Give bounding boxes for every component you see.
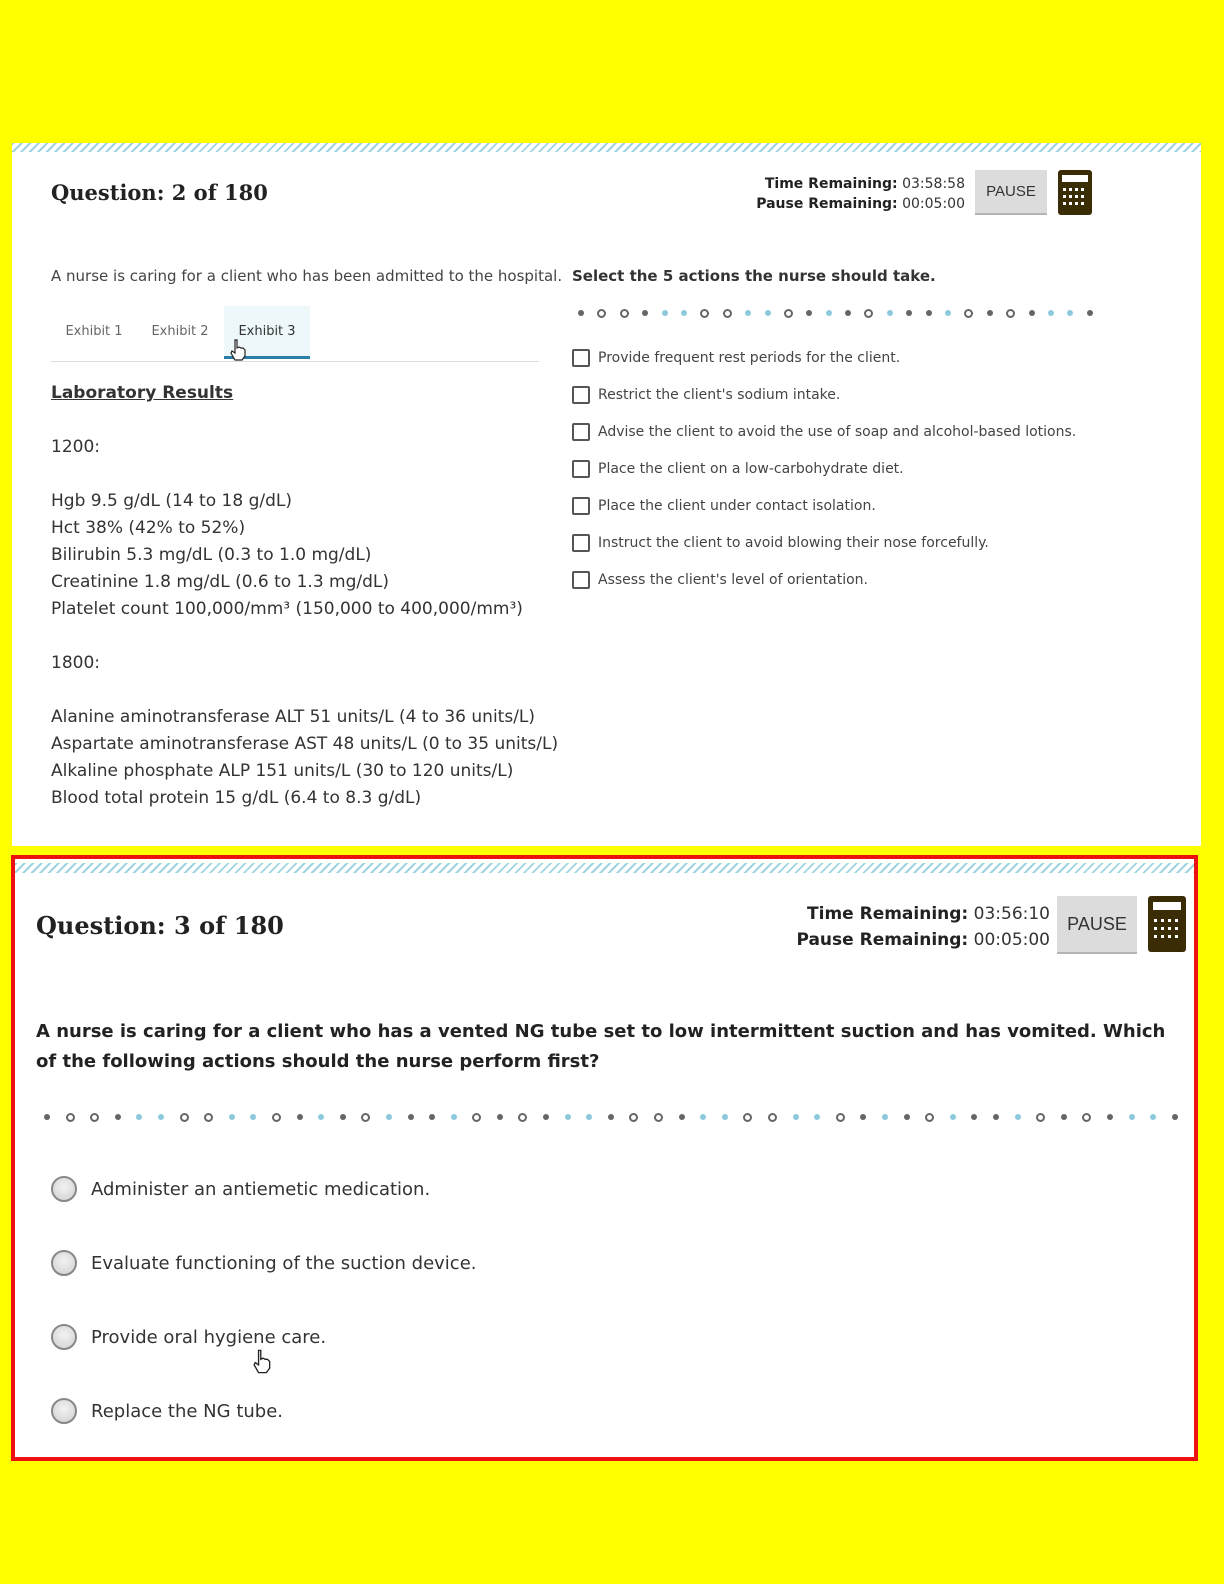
- instruction-text: Select the 5 actions the nurse should take.: [572, 267, 936, 285]
- divider-dot: [700, 309, 709, 318]
- divider-dot: [565, 1114, 571, 1120]
- lab-time-1200: 1200:: [51, 437, 100, 457]
- divider-dot: [793, 1114, 799, 1120]
- divider-dot: [204, 1113, 213, 1122]
- divider-dot: [679, 1114, 685, 1120]
- divider-dot: [964, 309, 973, 318]
- radio-button[interactable]: [51, 1176, 77, 1202]
- divider-dot: [950, 1114, 956, 1120]
- option-label: Instruct the client to avoid blowing their nose forcefully.: [598, 535, 989, 551]
- checkbox[interactable]: [572, 386, 590, 404]
- divider-dot: [361, 1113, 370, 1122]
- radio-button[interactable]: [51, 1250, 77, 1276]
- radio-button[interactable]: [51, 1324, 77, 1350]
- divider-dot: [250, 1114, 256, 1120]
- lab-bilirubin: Bilirubin 5.3 mg/dL (0.3 to 1.0 mg/dL): [51, 545, 372, 565]
- checkbox[interactable]: [572, 423, 590, 441]
- time-remaining-label: Time Remaining:: [764, 176, 898, 192]
- checkbox[interactable]: [572, 497, 590, 515]
- lab-alt: Alanine aminotransferase ALT 51 units/L (4 to 36 units/L): [51, 707, 536, 727]
- option-label: Evaluate functioning of the suction device.: [91, 1252, 477, 1274]
- divider-dot: [66, 1113, 75, 1122]
- divider-dot: [925, 1113, 934, 1122]
- pause-remaining-value: 00:05:00: [902, 196, 965, 212]
- tab-exhibit-3[interactable]: Exhibit 3: [224, 306, 310, 359]
- divider-dot: [814, 1114, 820, 1120]
- question-stem: A nurse is caring for a client who has a vented NG tube set to low intermittent suction and has vomited. Which of the following actions should the nurse perform first?: [36, 1021, 1166, 1072]
- lab-time-1800: 1800:: [51, 653, 100, 673]
- laboratory-results-heading: Laboratory Results: [51, 383, 234, 403]
- divider-dot: [1048, 310, 1054, 316]
- divider-dot: [945, 310, 951, 316]
- checkbox[interactable]: [572, 571, 590, 589]
- divider-dot: [229, 1114, 235, 1120]
- divider-dot: [1150, 1114, 1156, 1120]
- calculator-icon[interactable]: [1148, 896, 1186, 952]
- divider-dot: [987, 310, 993, 316]
- calculator-icon[interactable]: [1058, 170, 1092, 215]
- dotted-divider: [44, 1113, 1178, 1121]
- exhibit-tabs: [51, 306, 539, 362]
- divider-dot: [1082, 1113, 1091, 1122]
- divider-dot: [1036, 1113, 1045, 1122]
- option-label: Provide frequent rest periods for the client.: [598, 350, 901, 366]
- divider-dot: [1067, 310, 1073, 316]
- divider-dot: [578, 310, 584, 316]
- divider-dot: [297, 1114, 303, 1120]
- divider-dot: [826, 310, 832, 316]
- lab-hgb: Hgb 9.5 g/dL (14 to 18 g/dL): [51, 491, 292, 511]
- divider-dot: [180, 1113, 189, 1122]
- divider-dot: [451, 1114, 457, 1120]
- divider-dot: [904, 1114, 910, 1120]
- divider-dot: [1087, 310, 1093, 316]
- option-label: Advise the client to avoid the use of soap and alcohol-based lotions.: [598, 424, 1077, 440]
- option-label: Replace the NG tube.: [91, 1400, 284, 1422]
- option-4[interactable]: [51, 1395, 283, 1427]
- decorative-stripe: [15, 863, 1194, 873]
- hand-cursor-icon: [253, 1349, 273, 1374]
- divider-dot: [768, 1113, 777, 1122]
- divider-dot: [472, 1113, 481, 1122]
- option-3[interactable]: [51, 1321, 326, 1353]
- checkbox[interactable]: [572, 534, 590, 552]
- divider-dot: [1029, 310, 1035, 316]
- divider-dot: [765, 310, 771, 316]
- time-remaining-label: Time Remaining:: [807, 904, 969, 924]
- option-label: Place the client on a low-carbohydrate diet.: [598, 461, 904, 477]
- divider-dot: [597, 309, 606, 318]
- divider-dot: [115, 1114, 121, 1120]
- divider-dot: [543, 1114, 549, 1120]
- divider-dot: [845, 310, 851, 316]
- divider-dot: [887, 310, 893, 316]
- divider-dot: [784, 309, 793, 318]
- lab-hct: Hct 38% (42% to 52%): [51, 518, 246, 538]
- divider-dot: [386, 1114, 392, 1120]
- option-label: Provide oral hygiene care.: [91, 1326, 327, 1348]
- divider-dot: [1107, 1114, 1113, 1120]
- divider-dot: [318, 1114, 324, 1120]
- divider-dot: [1061, 1114, 1067, 1120]
- question-3-panel: [11, 855, 1198, 1461]
- divider-dot: [926, 310, 932, 316]
- hand-cursor-icon: [230, 339, 248, 361]
- divider-dot: [1172, 1114, 1178, 1120]
- lab-creatinine: Creatinine 1.8 mg/dL (0.6 to 1.3 mg/dL): [51, 572, 390, 592]
- divider-dot: [1006, 309, 1015, 318]
- divider-dot: [518, 1113, 527, 1122]
- divider-dot: [136, 1114, 142, 1120]
- option-7[interactable]: [572, 570, 868, 590]
- divider-dot: [745, 310, 751, 316]
- divider-dot: [743, 1113, 752, 1122]
- timer-block: [796, 901, 1050, 953]
- divider-dot: [662, 310, 668, 316]
- option-label: Assess the client's level of orientation.: [598, 572, 869, 588]
- radio-button[interactable]: [51, 1398, 77, 1424]
- lab-platelet: Platelet count 100,000/mm³ (150,000 to 400,000/mm³): [51, 599, 523, 619]
- option-3[interactable]: [572, 422, 1076, 442]
- question-2-title: Question: 2 of 180: [51, 180, 268, 205]
- divider-dot: [497, 1114, 503, 1120]
- decorative-stripe: [12, 143, 1201, 152]
- divider-dot: [408, 1114, 414, 1120]
- divider-dot: [158, 1114, 164, 1120]
- option-2[interactable]: [51, 1247, 477, 1279]
- divider-dot: [1129, 1114, 1135, 1120]
- divider-dot: [1015, 1114, 1021, 1120]
- option-label: Restrict the client's sodium intake.: [598, 387, 841, 403]
- divider-dot: [836, 1113, 845, 1122]
- option-label: Administer an antiemetic medication.: [91, 1178, 431, 1200]
- divider-dot: [882, 1114, 888, 1120]
- question-2-panel: [12, 143, 1201, 846]
- divider-dot: [971, 1114, 977, 1120]
- tab-exhibit-2[interactable]: Exhibit 2: [151, 324, 209, 339]
- divider-dot: [44, 1114, 50, 1120]
- pause-remaining-value: 00:05:00: [973, 930, 1050, 950]
- divider-dot: [429, 1114, 435, 1120]
- pause-button[interactable]: PAUSE: [1057, 896, 1137, 954]
- dotted-divider: [578, 309, 1093, 317]
- divider-dot: [654, 1113, 663, 1122]
- divider-dot: [722, 1114, 728, 1120]
- checkbox[interactable]: [572, 460, 590, 478]
- option-5[interactable]: [572, 496, 876, 516]
- option-1[interactable]: [572, 348, 900, 368]
- lab-ast: Aspartate aminotransferase AST 48 units/L (0 to 35 units/L): [51, 734, 559, 754]
- divider-dot: [620, 309, 629, 318]
- divider-dot: [993, 1114, 999, 1120]
- divider-dot: [723, 309, 732, 318]
- divider-dot: [340, 1114, 346, 1120]
- divider-dot: [586, 1114, 592, 1120]
- timer-block: [756, 174, 965, 214]
- pause-button[interactable]: PAUSE: [975, 170, 1047, 215]
- divider-dot: [642, 310, 648, 316]
- divider-dot: [806, 310, 812, 316]
- question-stem: A nurse is caring for a client who has been admitted to the hospital.: [51, 267, 563, 285]
- question-3-title: Question: 3 of 180: [36, 911, 284, 940]
- divider-dot: [629, 1113, 638, 1122]
- option-6[interactable]: [572, 533, 989, 553]
- divider-dot: [90, 1113, 99, 1122]
- time-remaining-value: 03:56:10: [973, 904, 1050, 924]
- lab-alp: Alkaline phosphate ALP 151 units/L (30 to 120 units/L): [51, 761, 514, 781]
- divider-dot: [681, 310, 687, 316]
- divider-dot: [608, 1114, 614, 1120]
- divider-dot: [700, 1114, 706, 1120]
- pause-remaining-label: Pause Remaining:: [796, 930, 969, 950]
- pause-remaining-label: Pause Remaining:: [756, 196, 898, 212]
- option-4[interactable]: [572, 459, 904, 479]
- lab-protein: Blood total protein 15 g/dL (6.4 to 8.3 g/dL): [51, 788, 422, 808]
- option-2[interactable]: [572, 385, 840, 405]
- checkbox[interactable]: [572, 349, 590, 367]
- divider-dot: [272, 1113, 281, 1122]
- divider-dot: [860, 1114, 866, 1120]
- divider-dot: [864, 309, 873, 318]
- time-remaining-value: 03:58:58: [902, 176, 965, 192]
- option-1[interactable]: [51, 1173, 430, 1205]
- tab-exhibit-1[interactable]: Exhibit 1: [65, 324, 123, 339]
- option-label: Place the client under contact isolation.: [598, 498, 876, 514]
- divider-dot: [906, 310, 912, 316]
